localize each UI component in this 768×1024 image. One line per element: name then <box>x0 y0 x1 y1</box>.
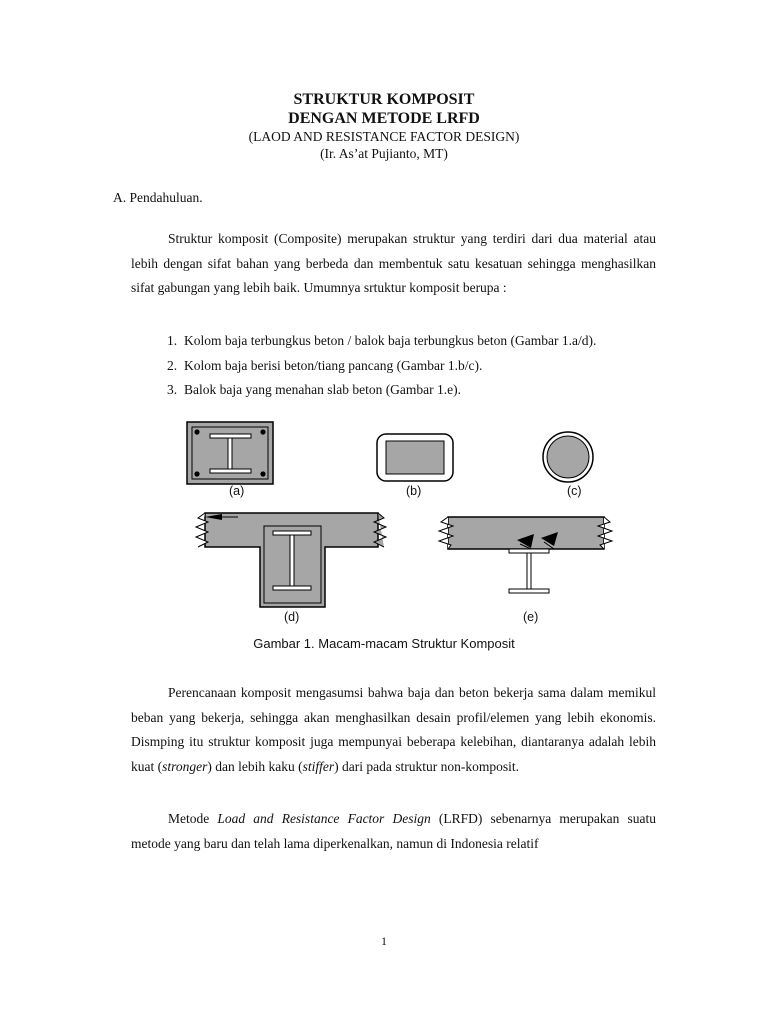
paragraph-text: Metode <box>168 811 218 826</box>
composite-structures-figure <box>0 410 768 640</box>
figure-label-b: (b) <box>406 484 422 498</box>
figure-b-filled-tube <box>377 434 453 481</box>
emphasis-stronger: stronger <box>162 758 208 774</box>
figure-d-encased-beam <box>196 513 386 607</box>
emphasis-lrfd: Load and Resistance Factor Design <box>217 811 431 826</box>
title-line-1: STRUKTUR KOMPOSIT <box>293 91 475 108</box>
figure-c-filled-pipe <box>543 432 593 482</box>
page-number: 1 <box>381 934 387 948</box>
list-number: 2. <box>167 357 178 373</box>
figure-label-a: (a) <box>229 484 245 498</box>
title-line-2: DENGAN METODE LRFD <box>288 110 480 127</box>
paragraph-intro: Struktur komposit (Composite) merupakan struktur yang terdiri dari dua material atau lebih dengan sifat bahan yang berbeda dan membentuk satu kesatuan sehingga menghasilkan sifat gabungan yang lebih baik. Umumnya srtuktur komposit berupa : <box>131 231 656 295</box>
list-text: Balok baja yang menahan slab beton (Gambar 1.e). <box>184 382 462 397</box>
section-heading: A. Pendahuluan. <box>113 190 203 205</box>
figure-label-d: (d) <box>284 610 300 624</box>
figure-label-c: (c) <box>567 484 582 498</box>
emphasis-stiffer: stiffer <box>302 758 335 774</box>
figure-drawing <box>0 410 768 640</box>
figure-a-encased-column <box>187 422 273 484</box>
figure-caption: Gambar 1. Macam-macam Struktur Komposit <box>253 636 515 651</box>
list-item <box>167 378 596 403</box>
list-text: Kolom baja berisi beton/tiang pancang (Gambar 1.b/c). <box>184 357 483 373</box>
subtitle: (LAOD AND RESISTANCE FACTOR DESIGN) <box>248 129 520 144</box>
title-block <box>0 90 768 162</box>
list-number: 1. <box>167 333 178 348</box>
list-text: Kolom baja terbungkus beton / balok baja terbungkus beton (Gambar 1.a/d). <box>184 333 597 348</box>
list-number: 3. <box>167 382 178 397</box>
paragraph-lrfd <box>131 807 656 856</box>
list-item <box>167 329 596 354</box>
paragraph-text: (LRFD) sebenarnya merupakan suatu metode yang baru dan telah lama diperkenalkan, namun di Indonesia relatif <box>131 811 656 851</box>
paragraph-text: Perencanaan komposit mengasumsi bahwa baja dan beton bekerja sama dalam memikul beban yang bekerja, sehingga akan menghasilkan desain profil/elemen yang lebih ekonomis. Dismping itu struktur komposit juga mempunyai beberapa kelebihan, diantaranya adalah lebih kuat ( <box>131 685 656 774</box>
figure-label-e: (e) <box>523 610 539 624</box>
figure-e-beam-with-slab <box>439 517 612 593</box>
paragraph-planning <box>131 681 656 779</box>
paragraph-text: ) dan lebih kaku ( <box>207 758 303 774</box>
paragraph-text: ) dari pada struktur non-komposit. <box>334 758 519 774</box>
composite-types-list <box>167 329 596 403</box>
list-item <box>167 354 596 379</box>
author: (Ir. As’at Pujianto, MT) <box>320 146 448 161</box>
